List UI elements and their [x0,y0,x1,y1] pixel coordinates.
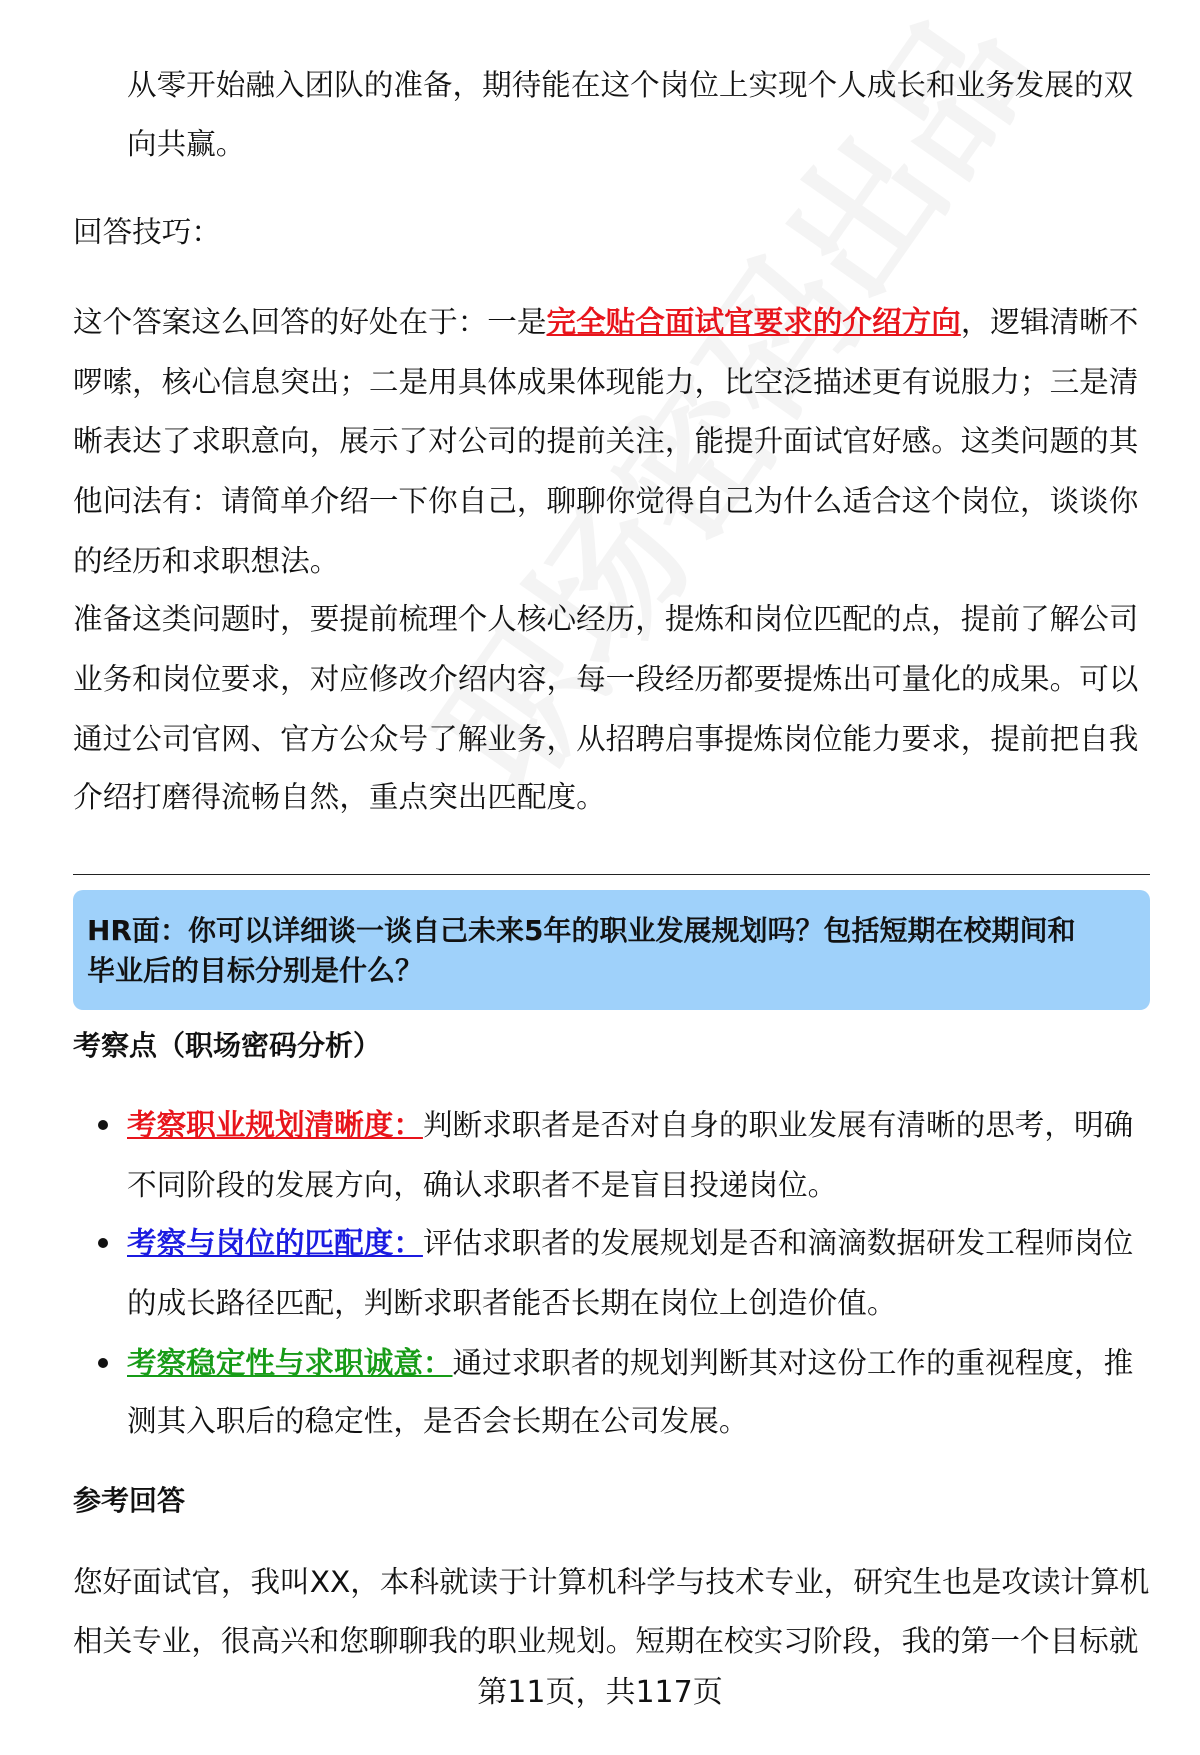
watermark [380,0,1073,824]
point-line [127,1343,1133,1383]
point-text: 判断求职者是否对自身的职业发展有清晰的思考，明确 [422,1108,1134,1142]
intro-line: 从零开始融入团队的准备，期待能在这个岗位上实现个人成长和业务发展的双 [127,68,1134,102]
tips-heading: 回答技巧： [73,215,221,249]
points-heading: 考察点（职场密码分析） [73,1029,382,1062]
point-label: 考察与岗位的匹配度： [127,1226,423,1260]
point-line: 的成长路径匹配，判断求职者能否长期在岗位上创造价值。 [127,1286,897,1320]
tips-highlight: 完全贴合面试官要求的介绍方向 [546,305,961,339]
point-line [127,1105,1133,1145]
tips-line: 晰表达了求职意向，展示了对公司的提前关注，能提升面试官好感。这类问题的其 [73,424,1139,458]
tips-suffix: ，逻辑清晰不 [960,305,1139,339]
point-label: 考察稳定性与求职诚意： [127,1346,453,1380]
prep-line: 业务和岗位要求，对应修改介绍内容，每一段经历都要提炼出可量化的成果。可以 [73,662,1139,696]
answer-heading: 参考回答 [73,1484,186,1517]
point-text: 评估求职者的发展规划是否和滴滴数据研发工程师岗位 [422,1226,1134,1260]
prep-line: 通过公司官网、官方公众号了解业务，从招聘启事提炼岗位能力要求，提前把自我 [73,722,1139,756]
tips-prefix: 这个答案这么回答的好处在于：一是 [73,305,547,339]
divider [73,874,1150,875]
point-label: 考察职业规划清晰度： [127,1108,423,1142]
tips-line: 他问法有：请简单介绍一下你自己，聊聊你觉得自己为什么适合这个岗位，谈谈你 [73,484,1139,518]
tips-line: 啰嗦，核心信息突出；二是用具体成果体现能力，比空泛描述更有说服力；三是清 [73,365,1139,399]
prep-line: 准备这类问题时，要提前梳理个人核心经历，提炼和岗位匹配的点，提前了解公司 [73,602,1139,636]
answer-line: 您好面试官，我叫XX，本科就读于计算机科学与技术专业，研究生也是攻读计算机 [73,1565,1150,1599]
tips-line [73,302,1138,342]
bullet-icon [98,1358,108,1368]
point-line: 测其入职后的稳定性，是否会长期在公司发展。 [127,1404,749,1438]
prep-line: 介绍打磨得流畅自然，重点突出匹配度。 [73,780,606,814]
intro-line: 向共赢。 [127,127,246,161]
point-line [127,1223,1133,1263]
question-line: 毕业后的目标分别是什么？ [87,954,424,987]
point-line: 不同阶段的发展方向，确认求职者不是盲目投递岗位。 [127,1168,838,1202]
page-number: 第11页，共117页 [477,1675,723,1710]
point-text: 通过求职者的规划判断其对这份工作的重视程度，推 [452,1346,1134,1380]
answer-line: 相关专业，很高兴和您聊聊我的职业规划。短期在校实习阶段，我的第一个目标就 [73,1624,1139,1658]
question-box [73,890,1150,1010]
bullet-icon [98,1120,108,1130]
question-line: HR面：你可以详细谈一谈自己未来5年的职业发展规划吗？包括短期在校期间和 [87,914,1076,947]
tips-line: 的经历和求职想法。 [73,544,340,578]
bullet-icon [98,1238,108,1248]
